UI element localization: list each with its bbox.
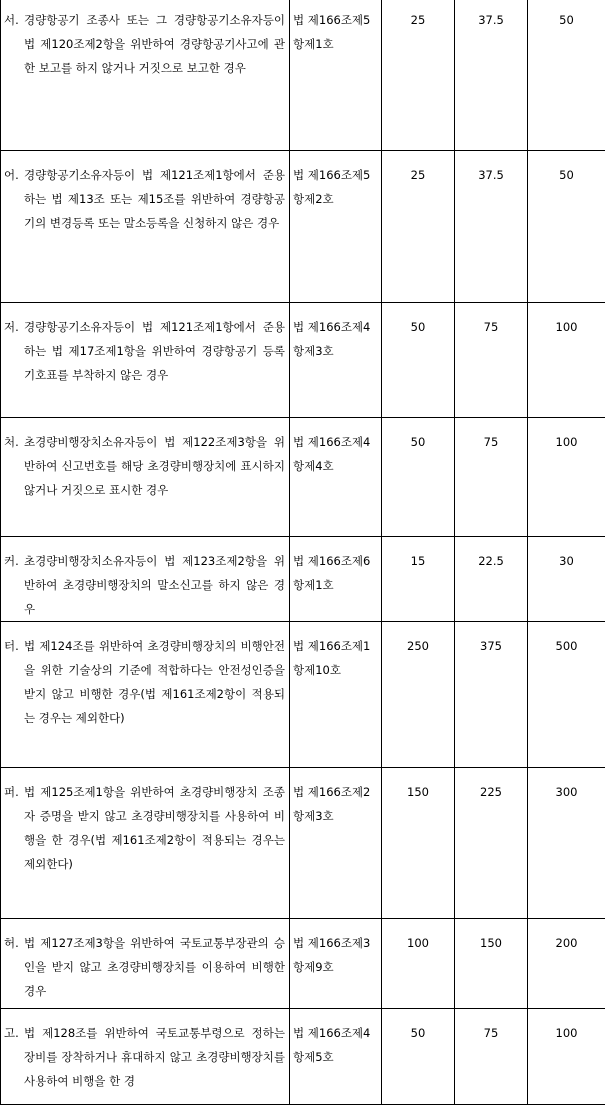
violation-item xyxy=(4,8,285,80)
violation-description-cell xyxy=(1,303,290,418)
violation-description-cell xyxy=(1,919,290,1009)
item-marker: 서. xyxy=(4,8,24,32)
fine-third-cell: 100 xyxy=(528,303,605,418)
legal-basis-cell: 법 제166조제5항제2호 xyxy=(290,151,382,303)
fine-first-cell: 150 xyxy=(382,768,455,919)
violation-item xyxy=(4,1021,285,1093)
table-row xyxy=(1,919,605,1009)
fine-first-cell: 25 xyxy=(382,0,455,151)
legal-basis-cell: 법 제166조제5항제1호 xyxy=(290,0,382,151)
table-row xyxy=(1,418,605,537)
legal-basis-cell: 법 제166조제4항제5호 xyxy=(290,1009,382,1105)
fine-second-cell: 225 xyxy=(455,768,528,919)
fine-third-cell: 30 xyxy=(528,537,605,622)
violation-item xyxy=(4,780,285,876)
fine-first-cell: 50 xyxy=(382,418,455,537)
fine-second-cell: 375 xyxy=(455,622,528,768)
fine-first-cell: 15 xyxy=(382,537,455,622)
violation-item xyxy=(4,163,285,235)
violation-text: 법 제124조를 위반하여 초경량비행장치의 비행안전을 위한 기술상의 기준에 적합하다는 안전성인증을 받지 않고 비행한 경우(법 제161조제2항이 적용되는 경우는 제외한다) xyxy=(24,639,285,725)
fine-first-cell: 50 xyxy=(382,1009,455,1105)
violation-description-cell xyxy=(1,151,290,303)
fine-third-cell: 100 xyxy=(528,418,605,537)
violation-text: 법 제128조를 위반하여 국토교통부령으로 정하는 장비를 장착하거나 휴대하지 않고 초경량비행장치를 사용하여 비행을 한 경 xyxy=(24,1026,285,1088)
fine-third-cell: 50 xyxy=(528,0,605,151)
fine-second-cell: 75 xyxy=(455,1009,528,1105)
violation-item xyxy=(4,315,285,387)
legal-basis-cell: 법 제166조제6항제1호 xyxy=(290,537,382,622)
item-marker: 커. xyxy=(4,549,24,573)
fine-second-cell: 37.5 xyxy=(455,151,528,303)
fine-second-cell: 150 xyxy=(455,919,528,1009)
table-row xyxy=(1,1009,605,1105)
legal-basis-cell: 법 제166조제4항제3호 xyxy=(290,303,382,418)
violation-description-cell xyxy=(1,0,290,151)
violation-text: 경량항공기 조종사 또는 그 경량항공기소유자등이 법 제120조제2항을 위반하여 경량항공기사고에 관한 보고를 하지 않거나 거짓으로 보고한 경우 xyxy=(24,13,285,75)
item-marker: 어. xyxy=(4,163,24,187)
fine-second-cell: 22.5 xyxy=(455,537,528,622)
item-marker: 고. xyxy=(4,1021,24,1045)
penalty-table-body xyxy=(1,0,605,1105)
fine-first-cell: 25 xyxy=(382,151,455,303)
violation-item xyxy=(4,430,285,502)
violation-item xyxy=(4,549,285,621)
fine-third-cell: 300 xyxy=(528,768,605,919)
item-marker: 처. xyxy=(4,430,24,454)
legal-basis-cell: 법 제166조제4항제4호 xyxy=(290,418,382,537)
table-row xyxy=(1,768,605,919)
fine-third-cell: 500 xyxy=(528,622,605,768)
violation-item xyxy=(4,634,285,730)
table-row xyxy=(1,537,605,622)
legal-basis-cell: 법 제166조제1항제10호 xyxy=(290,622,382,768)
fine-second-cell: 75 xyxy=(455,418,528,537)
violation-text: 초경량비행장치소유자등이 법 제122조제3항을 위반하여 신고번호를 해당 초경량비행장치에 표시하지 않거나 거짓으로 표시한 경우 xyxy=(24,435,285,497)
violation-description-cell xyxy=(1,537,290,622)
violation-text: 법 제125조제1항을 위반하여 초경량비행장치 조종자 증명을 받지 않고 초경량비행장치를 사용하여 비행을 한 경우(법 제161조제2항이 적용되는 경우는 제외한다) xyxy=(24,785,285,871)
fine-first-cell: 50 xyxy=(382,303,455,418)
table-row xyxy=(1,151,605,303)
legal-basis-cell: 법 제166조제3항제9호 xyxy=(290,919,382,1009)
fine-second-cell: 75 xyxy=(455,303,528,418)
legal-basis-cell: 법 제166조제2항제3호 xyxy=(290,768,382,919)
violation-item xyxy=(4,931,285,1003)
item-marker: 허. xyxy=(4,931,24,955)
violation-description-cell xyxy=(1,768,290,919)
table-row xyxy=(1,0,605,151)
violation-text: 법 제127조제3항을 위반하여 국토교통부장관의 승인을 받지 않고 초경량비행장치를 이용하여 비행한 경우 xyxy=(24,936,285,998)
violation-text: 초경량비행장치소유자등이 법 제123조제2항을 위반하여 초경량비행장치의 말소신고를 하지 않은 경우 xyxy=(24,554,285,616)
violation-description-cell xyxy=(1,622,290,768)
item-marker: 퍼. xyxy=(4,780,24,804)
table-row xyxy=(1,303,605,418)
violation-description-cell xyxy=(1,418,290,537)
violation-text: 경량항공기소유자등이 법 제121조제1항에서 준용하는 법 제13조 또는 제15조를 위반하여 경량항공기의 변경등록 또는 말소등록을 신청하지 않은 경우 xyxy=(24,168,285,230)
item-marker: 터. xyxy=(4,634,24,658)
violation-text: 경량항공기소유자등이 법 제121조제1항에서 준용하는 법 제17조제1항을 위반하여 경량항공기 등록기호표를 부착하지 않은 경우 xyxy=(24,320,285,382)
fine-first-cell: 100 xyxy=(382,919,455,1009)
fine-third-cell: 200 xyxy=(528,919,605,1009)
item-marker: 저. xyxy=(4,315,24,339)
fine-third-cell: 50 xyxy=(528,151,605,303)
fine-third-cell: 100 xyxy=(528,1009,605,1105)
violation-description-cell xyxy=(1,1009,290,1105)
fine-second-cell: 37.5 xyxy=(455,0,528,151)
table-row xyxy=(1,622,605,768)
fine-first-cell: 250 xyxy=(382,622,455,768)
